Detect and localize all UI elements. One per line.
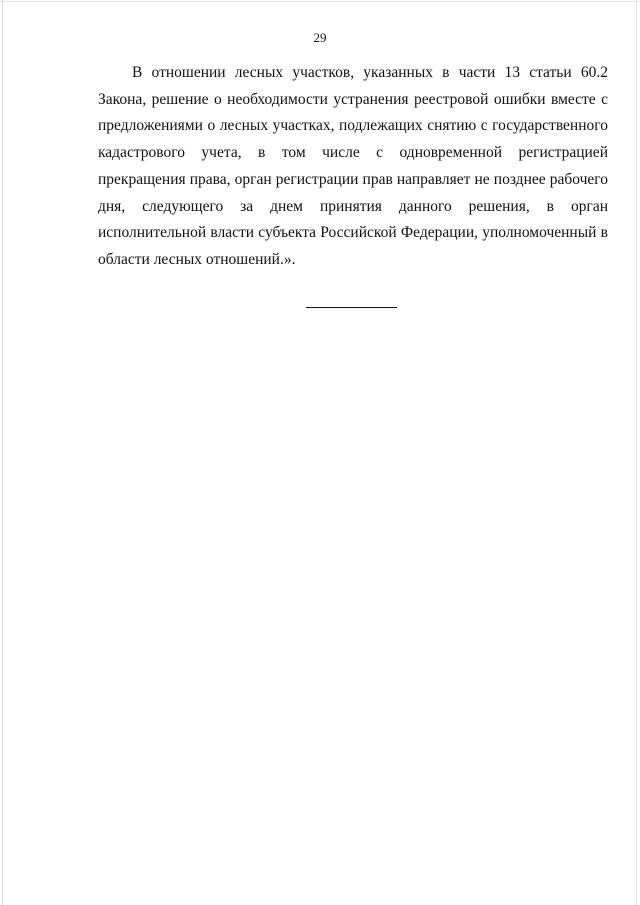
scan-edge-left <box>2 0 3 905</box>
scan-edge-right <box>636 0 637 905</box>
scan-edge-top <box>0 1 640 2</box>
body-paragraph: В отношении лесных участков, указанных в части 13 статьи 60.2 Закона, решение о необходимости устранения реестровой ошибки вместе с предложениями о лесных участках, подлежащих снятию с государственного кадастрового учета, в том числе с одновременной регистрацией прекращения права, орган регистрации прав направляет не позднее рабочего дня, следующего за днем принятия данного решения, в орган исполнительной власти субъекта Российской Федерации, уполномоченный в области лесных отношений.». <box>98 64 608 268</box>
page-number: 29 <box>313 30 327 45</box>
end-separator-line <box>306 307 397 308</box>
